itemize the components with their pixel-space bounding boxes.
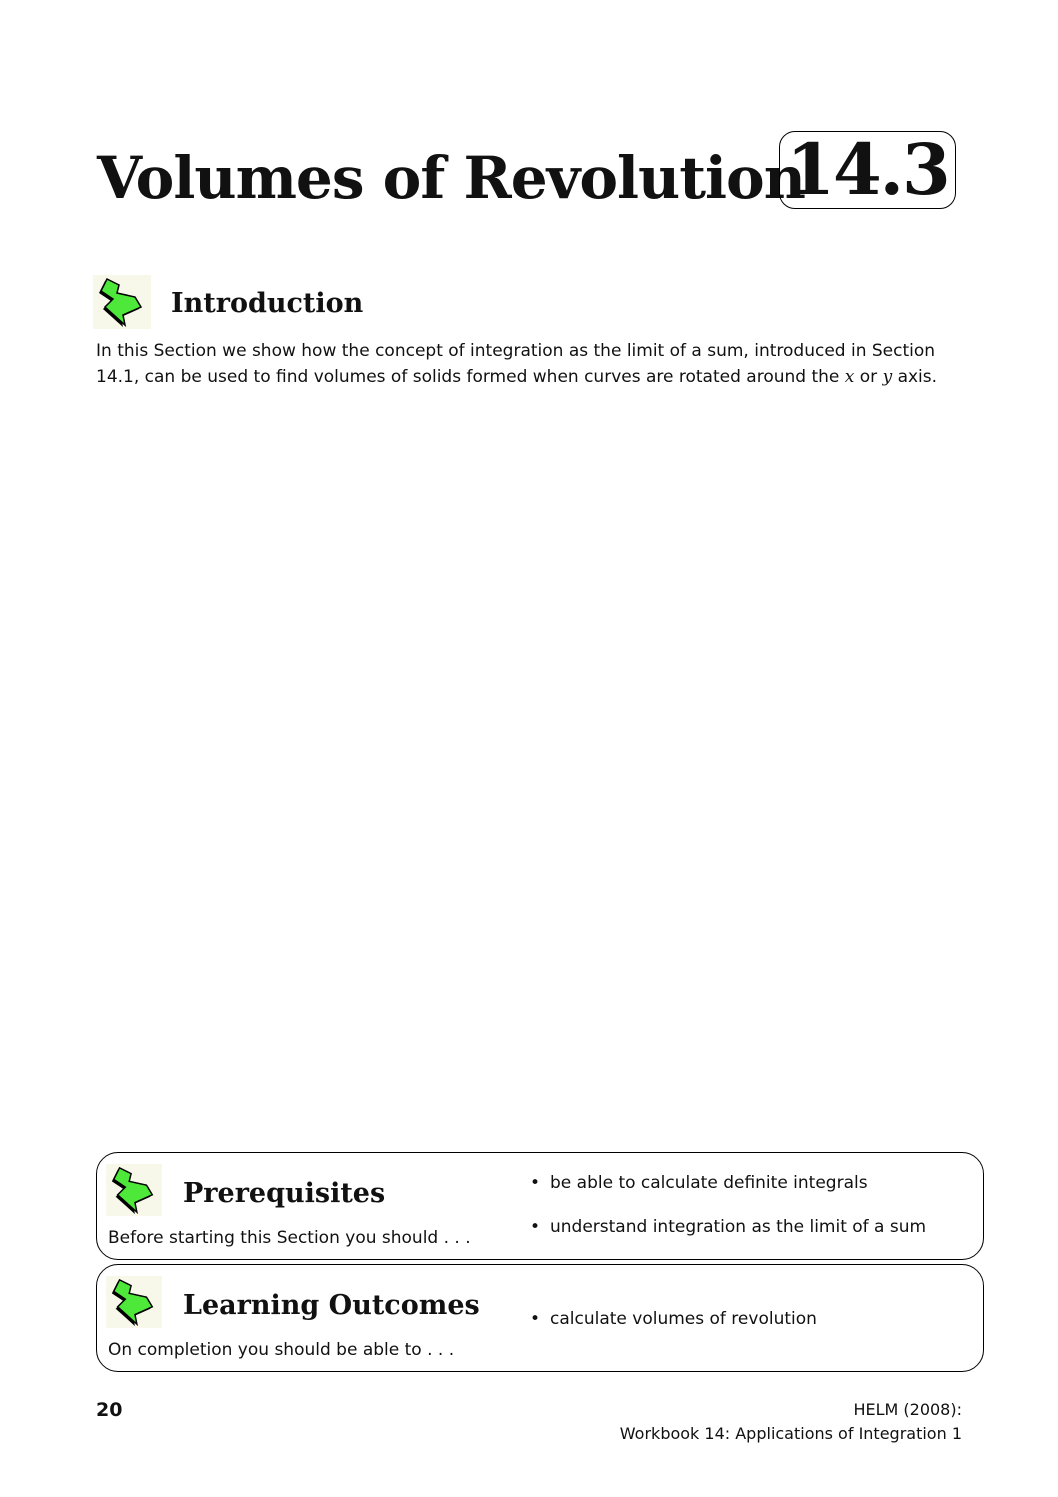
footer-line-1: HELM (2008): — [853, 1400, 962, 1419]
var-y: y — [882, 367, 893, 387]
page-number: 20 — [96, 1399, 123, 1421]
list-item: • understand integration as the limit of a sum — [530, 1217, 927, 1237]
prerequisites-subtitle: Before starting this Section you should . . . — [108, 1228, 471, 1248]
list-item: • be able to calculate definite integrals — [530, 1173, 868, 1193]
outcomes-heading: Learning Outcomes — [183, 1290, 480, 1321]
prerequisites-heading: Prerequisites — [183, 1178, 386, 1209]
list-item: • calculate volumes of revolution — [530, 1309, 817, 1329]
outcomes-subtitle: On completion you should be able to . . . — [108, 1340, 455, 1360]
introduction-text: In this Section we show how the concept of integration as the limit of a sum, introduced in Section 14.1, can be used to find volumes of solids formed when curves are rotated around the x or y axis. — [96, 341, 938, 387]
green-arrow-icon — [93, 275, 151, 329]
section-number-badge: 14.3 — [779, 131, 956, 209]
page-title: Volumes of Revolution — [97, 144, 805, 212]
green-arrow-icon — [106, 1164, 162, 1216]
var-x: x — [844, 367, 855, 387]
green-arrow-icon — [106, 1276, 162, 1328]
footer-line-2: Workbook 14: Applications of Integration 1 — [619, 1424, 962, 1443]
footer-citation — [620, 1398, 962, 1446]
introduction-heading: Introduction — [171, 288, 364, 319]
